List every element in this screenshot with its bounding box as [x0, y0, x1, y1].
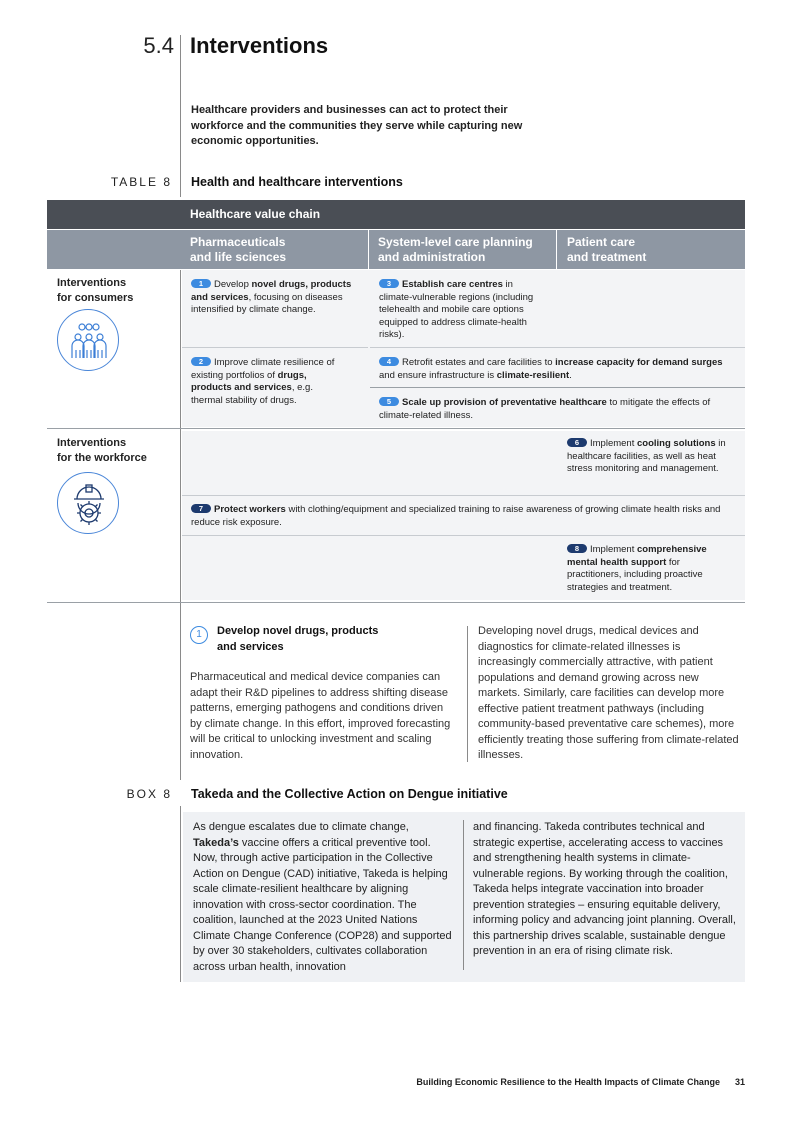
intervention-cell-1: 1 Develop novel drugs, products and services, focusing on diseases intensified by climate change. [191, 279, 352, 315]
row-divider [47, 602, 745, 603]
footer-title: Building Economic Resilience to the Health Impacts of Climate Change [416, 1077, 720, 1087]
column-separator [556, 230, 557, 269]
worker-hardhat-gear-icon [57, 472, 119, 534]
row-label-consumers: Interventions for consumers [57, 277, 134, 304]
row-divider [182, 347, 368, 348]
row-divider [182, 535, 745, 536]
detail-left-paragraph: Pharmaceutical and medical device companies can adapt their R&D pipelines to address shifting disease patterns, emerging pathogens and conditions driven by climate change. In this effort, improved forecasting will be critical to unlocking investment and scaling innovation. [190, 671, 451, 761]
value-chain-label: Healthcare value chain [190, 207, 321, 221]
detail-number-badge: 1 [190, 626, 208, 644]
vertical-rule [180, 270, 181, 780]
row-divider [370, 387, 745, 388]
intervention-number-badge: 7 [191, 504, 211, 513]
column-header-patient: Patient care and treatment [567, 235, 647, 264]
table-header-value-chain [47, 200, 745, 229]
intervention-number-badge: 3 [379, 279, 399, 288]
people-group-icon [57, 309, 119, 371]
row-label-workforce: Interventions for the workforce [57, 437, 147, 464]
intervention-cell-5: 5 Scale up provision of preventative healthcare to mitigate the effects of climate-related illness. [379, 397, 711, 421]
column-header-system: System-level care planning and administration [378, 235, 533, 264]
page-footer [416, 1077, 745, 1087]
intervention-number-badge: 5 [379, 397, 399, 406]
intervention-number-badge: 4 [379, 357, 399, 366]
column-divider [467, 626, 468, 762]
row-divider [182, 495, 745, 496]
row-divider [47, 428, 745, 429]
vertical-rule [180, 35, 181, 197]
intro-paragraph: Healthcare providers and businesses can act to protect their workforce and the communities they serve while capturing new economic opportunities. [191, 104, 523, 147]
intervention-number-badge: 6 [567, 438, 587, 447]
box-left-paragraph: As dengue escalates due to climate change, Takeda’s vaccine offers a critical preventive tool. Now, through active participation in the Collective Action on Dengue (CAD) initiative, Takeda is helping scale climate-resilient healthcare by aligning innovation with cross-sector coordination. The coalition, launched at the 2023 United Nations Climate Change Conference (COP28) and supported by over 30 stakeholders, cultivates collaboration across urban health, innovation [193, 821, 452, 973]
table-title: Health and healthcare interventions [191, 175, 403, 189]
vertical-rule [180, 806, 181, 982]
intervention-cell-8: 8 Implement comprehensive mental health support for practitioners, including proactive strategies and treatment. [567, 544, 707, 593]
intervention-cell-4: 4 Retrofit estates and care facilities to increase capacity for demand surges and ensure infrastructure is climate-resilient. [379, 357, 723, 381]
detail-right-paragraph: Developing novel drugs, medical devices and diagnostics for climate-related illnesses is increasingly commercially attractive, with patient populations and demand growing across new markets. Similarly, care facilities can develop more effective patient treatment pathways (including community-based preventative care schemes), more efficiently treating those suffering from climate-related illnesses. [478, 625, 739, 761]
intervention-cell-6: 6 Implement cooling solutions in healthcare facilities, as well as heat stress monitoring and management. [567, 438, 726, 474]
row-divider [370, 347, 745, 348]
detail-title: Develop novel drugs, products and services [217, 625, 379, 653]
table-label: TABLE 8 [110, 175, 172, 189]
intervention-number-badge: 8 [567, 544, 587, 553]
box-title: Takeda and the Collective Action on Dengue initiative [191, 787, 508, 801]
section-number: 5.4 [143, 33, 174, 58]
page-number: 31 [734, 1077, 745, 1087]
table-column-headers [47, 230, 745, 269]
intervention-number-badge: 1 [191, 279, 211, 288]
intervention-cell-3: 3 Establish care centres in climate-vulnerable regions (including telehealth and mobile care options equipped to address climate-health risks). [379, 279, 534, 340]
column-divider [463, 820, 464, 970]
intervention-cell-7: 7 Protect workers with clothing/equipment and specialized training to raise awareness of growing climate health risks and reduce risk exposure. [191, 504, 721, 528]
intervention-cell-2: 2 Improve climate resilience of existing portfolios of drugs, products and services, e.g. thermal stability of drugs. [191, 357, 335, 406]
column-header-pharma: Pharmaceuticals and life sciences [190, 235, 287, 264]
intervention-number-badge: 2 [191, 357, 211, 366]
box-label: BOX 8 [126, 787, 172, 801]
page-title: Interventions [190, 33, 329, 58]
column-separator [368, 230, 369, 269]
box-right-paragraph: and financing. Takeda contributes technical and strategic expertise, accelerating access to vaccines and strengthening health systems in climate-vulnerable regions. By working through the coalition, Takeda helps integrate vaccination into broader prevention strategies – ensuring equitable delivery, informing policy and advancing joint planning. Overall, this partnership drives scalable, sustainable dengue prevention in an era of rising climate risk. [473, 821, 736, 957]
